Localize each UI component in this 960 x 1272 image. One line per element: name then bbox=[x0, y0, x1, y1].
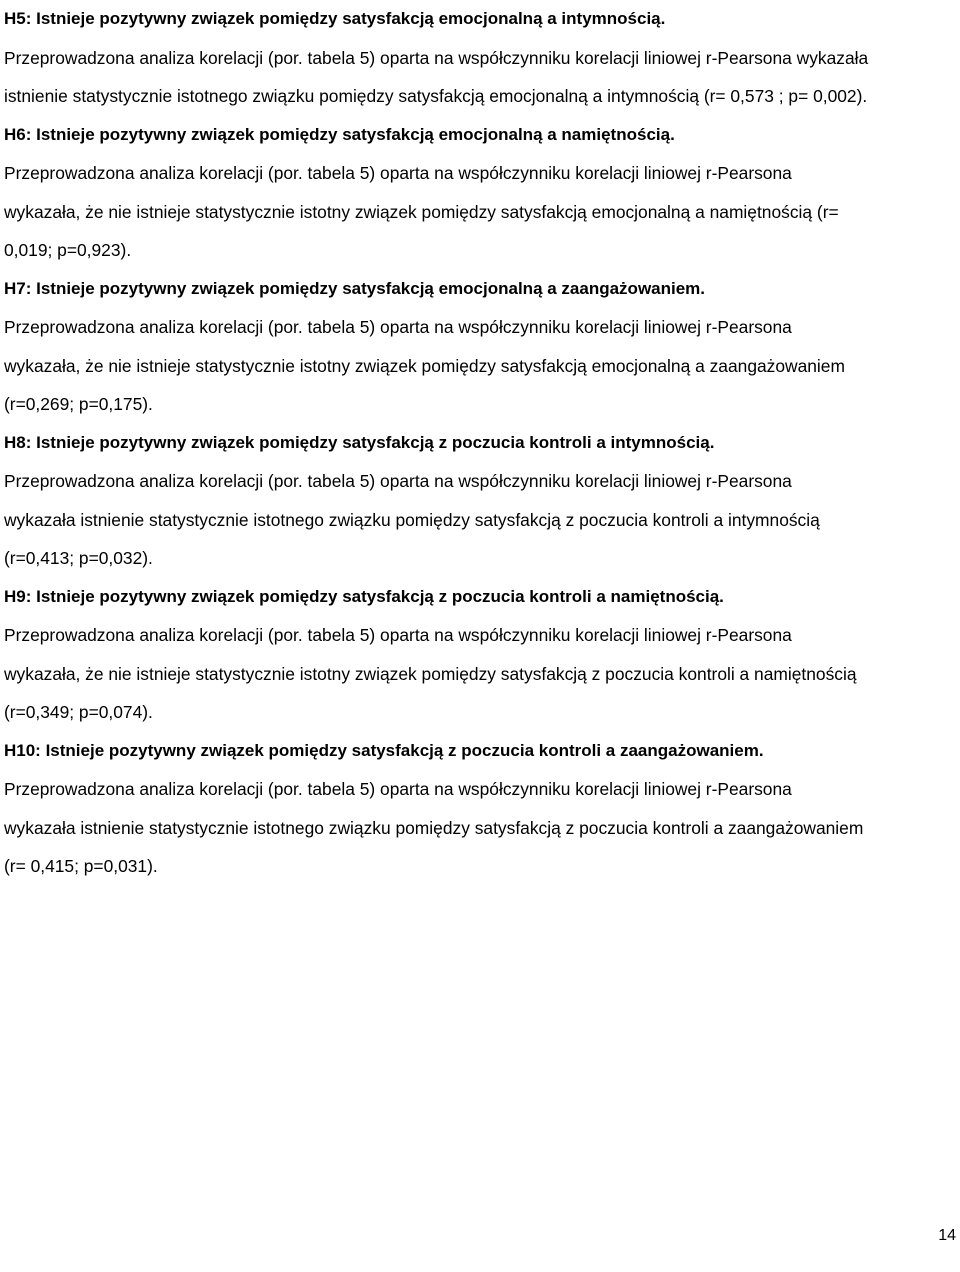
paragraph-line: Przeprowadzona analiza korelacji (por. tabela 5) oparta na współczynniku korelacji liniowej r-Pearsona bbox=[4, 625, 792, 645]
analysis-paragraph bbox=[4, 770, 956, 886]
hypothesis-heading: H10: Istnieje pozytywny związek pomiędzy satysfakcją z poczucia kontroli a zaangażowaniem. bbox=[4, 740, 764, 760]
analysis-paragraph bbox=[4, 308, 956, 424]
paragraph-line: Przeprowadzona analiza korelacji (por. tabela 5) oparta na współczynniku korelacji liniowej r-Pearsona wykazała bbox=[4, 47, 869, 68]
hypothesis-h6 bbox=[4, 116, 956, 270]
hypothesis-h10 bbox=[4, 732, 956, 886]
analysis-paragraph bbox=[4, 616, 956, 732]
hypothesis-heading: H5: Istnieje pozytywny związek pomiędzy satysfakcją emocjonalną a intymnością. bbox=[4, 9, 666, 28]
hypothesis-h5 bbox=[4, 0, 956, 116]
paragraph-line: istnienie statystycznie istotnego związku pomiędzy satysfakcją emocjonalną a intymnością (r= 0,573 ; p= 0,002). bbox=[4, 86, 868, 106]
hypothesis-heading: H6: Istnieje pozytywny związek pomiędzy satysfakcją emocjonalną a namiętnością. bbox=[4, 124, 675, 144]
hypothesis-heading: H8: Istnieje pozytywny związek pomiędzy satysfakcją z poczucia kontroli a intymnością. bbox=[4, 432, 715, 452]
paragraph-line: wykazała istnienie statystycznie istotnego związku pomiędzy satysfakcją z poczucia kontroli a zaangażowaniem bbox=[4, 817, 864, 838]
analysis-paragraph bbox=[4, 39, 956, 116]
paragraph-line: wykazała, że nie istnieje statystycznie istotny związek pomiędzy satysfakcją emocjonalną a zaangażowaniem bbox=[4, 355, 845, 376]
hypothesis-h7 bbox=[4, 270, 956, 424]
paragraph-line: wykazała istnienie statystycznie istotnego związku pomiędzy satysfakcją z poczucia kontroli a intymnością bbox=[4, 509, 820, 530]
paragraph-line: Przeprowadzona analiza korelacji (por. tabela 5) oparta na współczynniku korelacji liniowej r-Pearsona bbox=[4, 779, 792, 799]
page-number: 14 bbox=[938, 1227, 956, 1244]
hypothesis-heading: H7: Istnieje pozytywny związek pomiędzy satysfakcją emocjonalną a zaangażowaniem. bbox=[4, 278, 706, 298]
document-page bbox=[4, 0, 956, 886]
paragraph-line: (r= 0,415; p=0,031). bbox=[4, 856, 158, 876]
hypothesis-heading: H9: Istnieje pozytywny związek pomiędzy satysfakcją z poczucia kontroli a namiętnością. bbox=[4, 586, 724, 606]
paragraph-line: (r=0,269; p=0,175). bbox=[4, 394, 153, 414]
analysis-paragraph bbox=[4, 462, 956, 578]
paragraph-line: Przeprowadzona analiza korelacji (por. tabela 5) oparta na współczynniku korelacji liniowej r-Pearsona bbox=[4, 163, 792, 183]
paragraph-line: Przeprowadzona analiza korelacji (por. tabela 5) oparta na współczynniku korelacji liniowej r-Pearsona bbox=[4, 317, 792, 337]
paragraph-line: Przeprowadzona analiza korelacji (por. tabela 5) oparta na współczynniku korelacji liniowej r-Pearsona bbox=[4, 471, 792, 491]
paragraph-line: (r=0,413; p=0,032). bbox=[4, 548, 153, 568]
hypothesis-h9 bbox=[4, 578, 956, 732]
paragraph-line: (r=0,349; p=0,074). bbox=[4, 702, 153, 722]
analysis-paragraph bbox=[4, 154, 956, 270]
paragraph-line: wykazała, że nie istnieje statystycznie istotny związek pomiędzy satysfakcją z poczucia kontroli a namiętnością bbox=[4, 663, 857, 684]
hypothesis-h8 bbox=[4, 424, 956, 578]
paragraph-line: wykazała, że nie istnieje statystycznie istotny związek pomiędzy satysfakcją emocjonalną a namiętnością (r= bbox=[4, 201, 839, 222]
paragraph-line: 0,019; p=0,923). bbox=[4, 240, 132, 260]
